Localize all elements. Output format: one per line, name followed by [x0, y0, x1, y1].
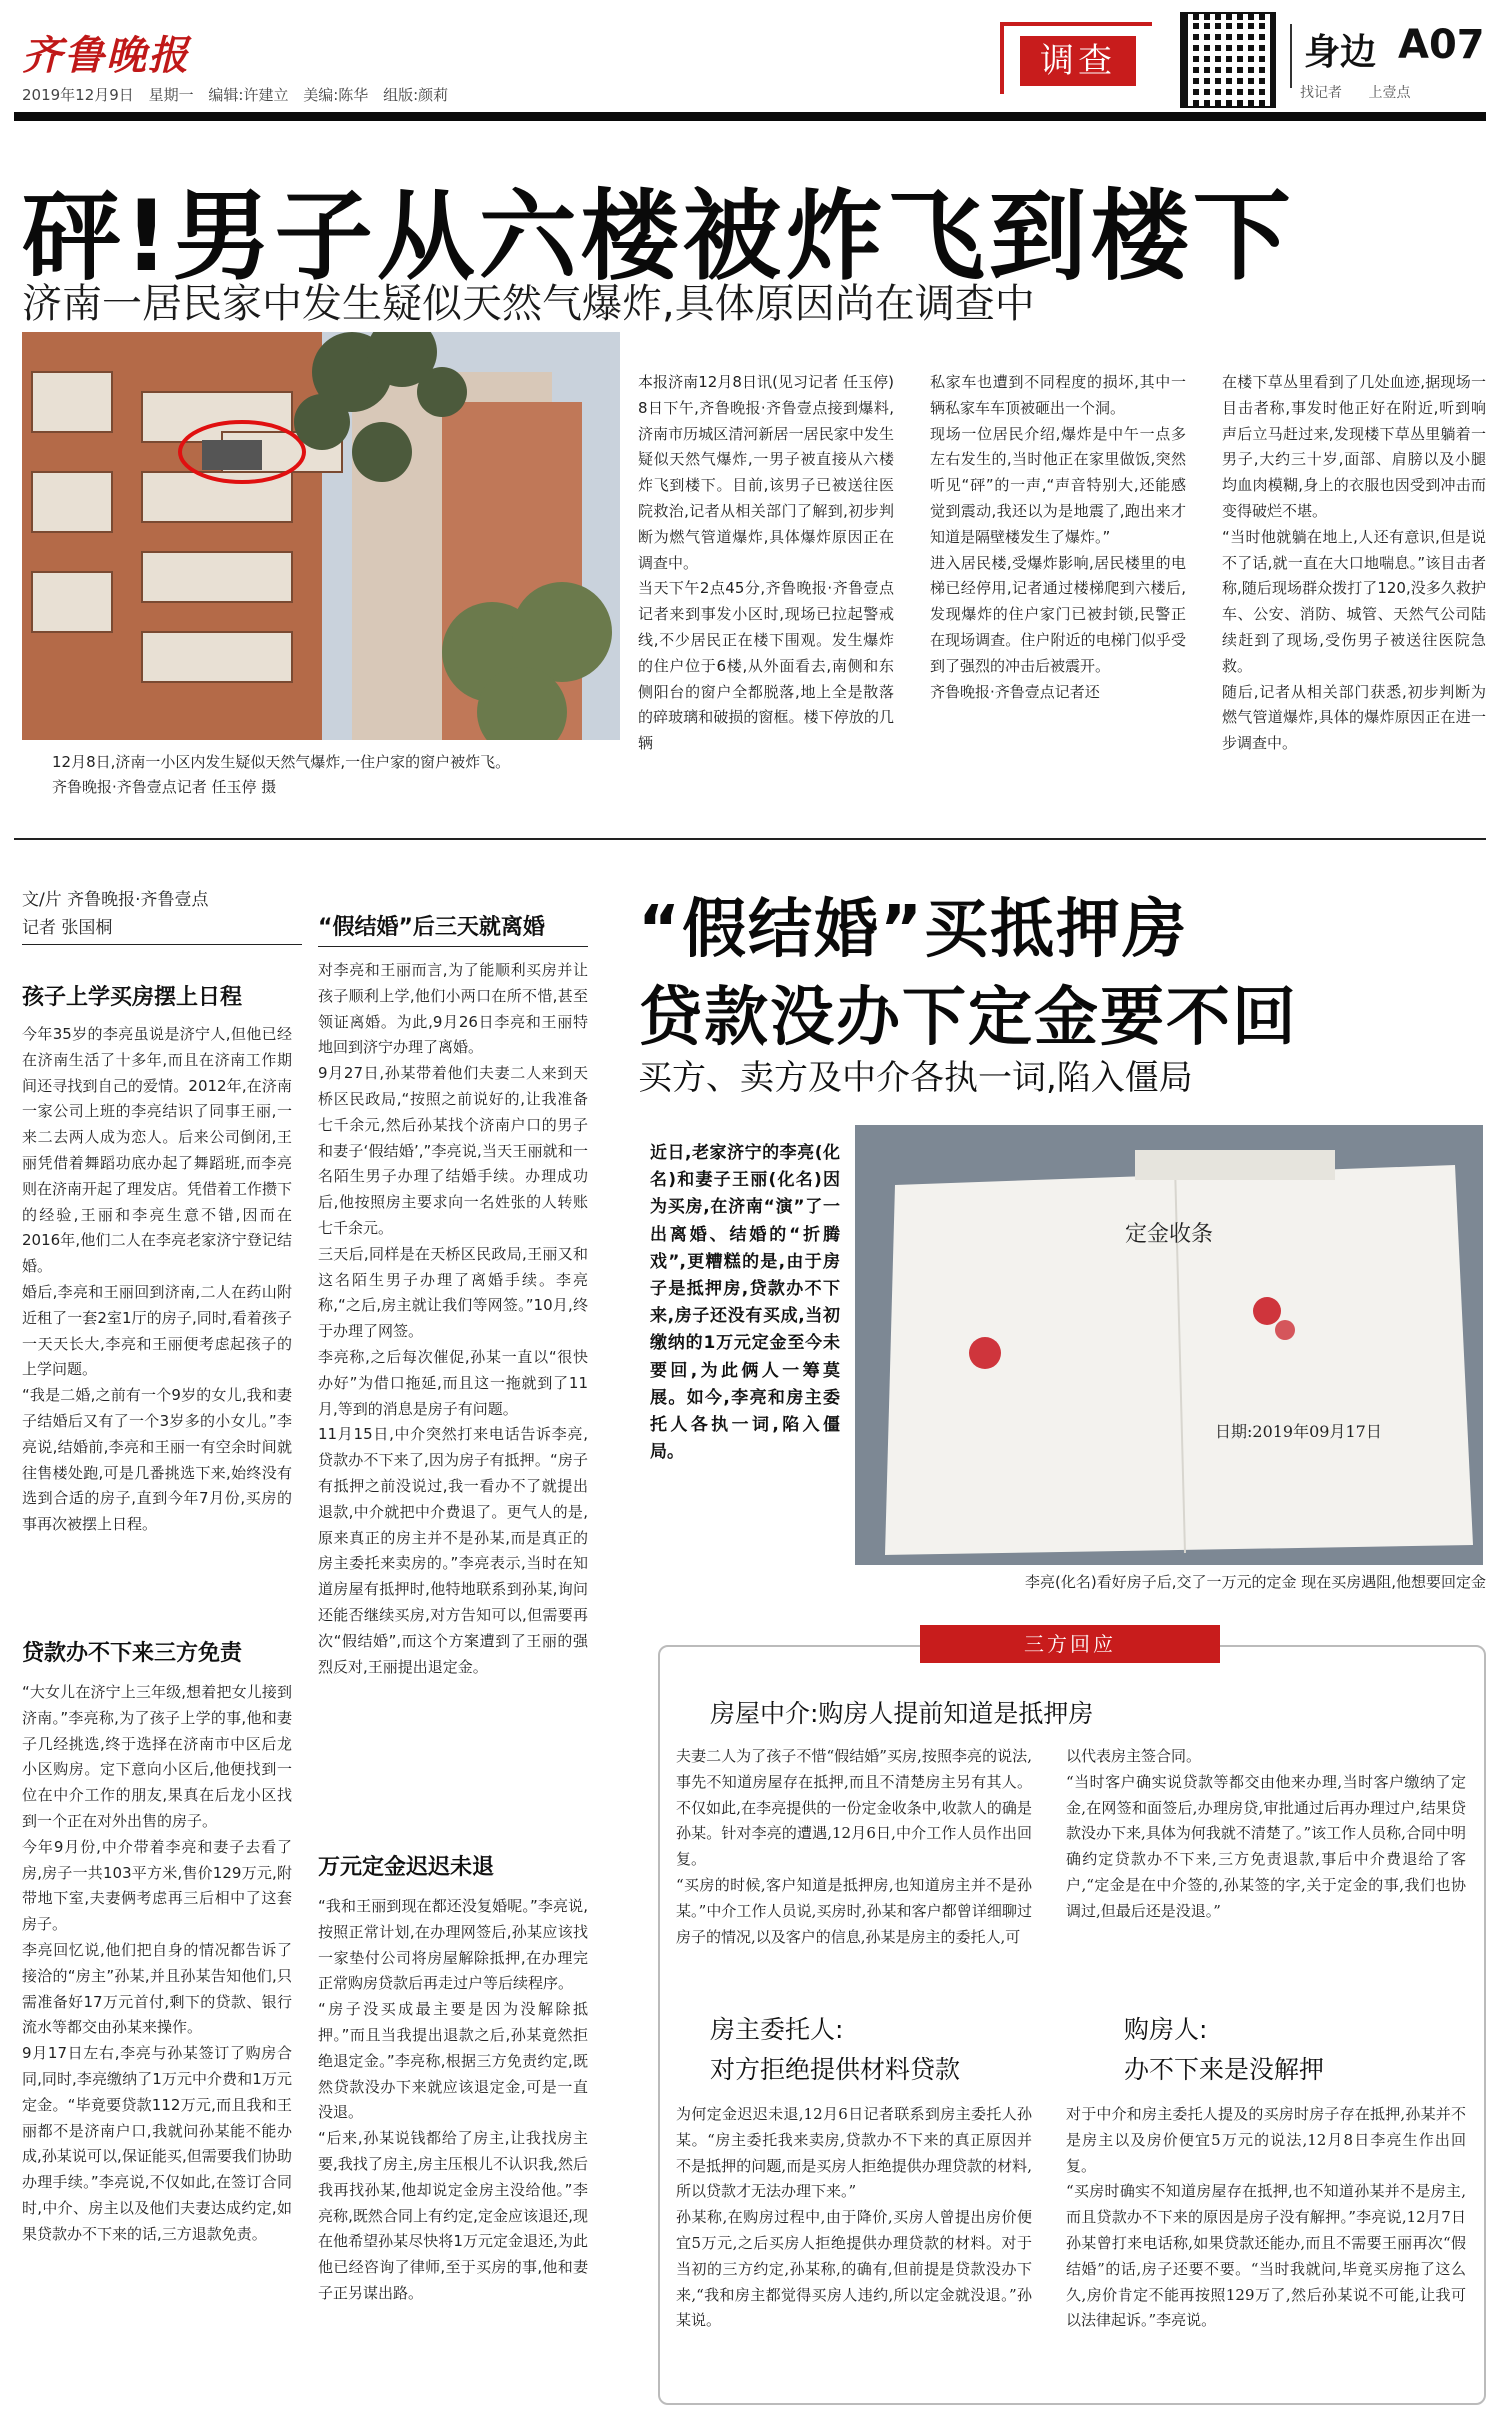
story2-section-2-title: 贷款办不下来三方免责 — [22, 1641, 243, 1666]
agent-column-1: 夫妻二人为了孩子不惜“假结婚”买房,按照李亮的说法,事先不知道房屋存在抵押,而且不清楚房主另有其人。不仅如此,在李亮提供的一份定金收条中,收款人的确是孙某。针对李亮的遭遇,12月6日,中介工作人员作出回复。 “买房的时候,客户知道是抵押房,也知道房主并不是孙某。”中介工作人员说,买房时,孙某和客户都曾详细聊过房子的情况,以及客户的信息,孙某是房主的委托人,可 — [676, 1747, 1032, 1946]
story1-column-1: 本报济南12月8日讯(见习记者 任玉停) 8日下午,齐鲁晚报·齐鲁壹点接到爆料,济南市历城区清河新居一居民家中发生疑似天然气爆炸,一男子被直接从六楼炸飞到楼下。目前,该男子已被送往医院救治,记者从相关部门了解到,初步判断为燃气管道爆炸,具体爆炸原因正在调查中。 当天下午2点45分,齐鲁晚报·齐鲁壹点记者来到事发小区时,现场已拉起警戒线,不少居民正在楼下围观。发生爆炸的住户位于6楼,从外面看去,南侧和东侧阳台的窗户全都脱落,地上全是散落的碎玻璃和破损的窗框。楼下停放的几辆 — [638, 373, 894, 753]
story2-headline-1: “假结婚”买抵押房 — [638, 893, 1189, 967]
story2-photo-caption: 李亮(化名)看好房子后,交了一万元的定金 现在买房遇阻,他想要回定金 — [1024, 1573, 1486, 1591]
section3-rule — [318, 946, 588, 947]
owner-title-line-1: 房主委托人: — [710, 2015, 844, 2044]
header-credits: 找记者 上壹点 — [1300, 85, 1411, 101]
story2-section-2-body: “大女儿在济宁上三年级,想着把女儿接到济南。”李亮称,为了孩子上学的事,他和妻子几经挑选,终于选择在济南市中区后龙小区购房。定下意向小区后,他便找到一位在中介工作的朋友,果真在后龙小区找到一个正在对外出售的房子。 今年9月份,中介带着李亮和妻子去看了房,房子一共103平方米,售价129万元,附带地下室,夫妻俩考虑再三后相中了这套房子。 李亮回忆说,他们把自身的情况都告诉了接洽的“房主”孙某,并且孙某告知他们,只需准备好17万元首付,剩下的贷款、银行流水等都交由孙某来操作。 9月17日左右,李亮与孙某签订了购房合同,同时,李亮缴纳了1万元中介费和1万元定金。“毕竟要贷款112万元,而且我和王丽都不是济南户口,我就问孙某能不能办成,孙某说可以,保证能买,但需要我们协助办理手续。”李亮说,不仅如此,在签订合同时,中介、房主以及他们夫妻达成约定,如果贷款办不下来的话,三方退款免责。 — [22, 1683, 292, 2243]
issue-date: 2019年12月9日 — [22, 86, 134, 104]
byline-line-2: 记者 张国桐 — [22, 918, 113, 939]
story2-byline — [22, 886, 302, 942]
owner-body: 为何定金迟迟未退,12月6日记者联系到房主委托人孙某。“房主委托我来卖房,贷款办不下来的真正原因并不是抵押的问题,而是买房人拒绝提供办理贷款的材料,所以贷款才无法办理下来。” 孙某称,在购房过程中,由于降价,买房人曾提出房价便宜5万元,之后买房人拒绝提供办理贷款的材料。对于当初的三方约定,孙某称,的确有,但前提是贷款没办下来,“我和房主都觉得买房人违约,所以定金就没退。”孙某说。 — [676, 2105, 1032, 2330]
masthead-rule — [14, 112, 1486, 121]
byline-line-1: 文/片 齐鲁晚报·齐鲁壹点 — [22, 890, 209, 910]
buyer-title-line-2: 办不下来是没解押 — [1124, 2055, 1325, 2084]
story2-section-3-body: 对李亮和王丽而言,为了能顺利买房并让孩子顺利上学,他们小两口在所不惜,甚至领证离婚。为此,9月26日李亮和王丽特地回到济宁办理了离婚。 9月27日,孙某带着他们夫妻二人来到天桥区民政局,“按照之前说好的,让我准备七千余元,然后孙某找个济南户口的男子和妻子‘假结婚’,”李亮说,当天王丽就和一名陌生男子办理了结婚手续。办理成功后,他按照房主要求向一名姓张的人转账七千余元。 三天后,同样是在天桥区民政局,王丽又和这名陌生男子办理了离婚手续。李亮称,“之后,房主就让我们等网签。”10月,终于办理了网签。 李亮称,之后每次催促,孙某一直以“很快办好”为借口拖延,而且这一拖就到了11月,等到的消息是房子有问题。 11月15日,中介突然打来电话告诉李亮,贷款办不下来了,因为房子有抵押。“房子有抵押之前没说过,我一看办不了就提出退款,中介就把中介费退了。更气人的是,原来真正的房主并不是孙某,而是真正的房主委托来卖房的。”李亮表示,当时在知道房屋有抵押时,他特地联系到孙某,询问还能否继续买房,对方告知可以,但需要再次“假结婚”,而这个方案遭到了王丽的强烈反对,王丽提出退定金。 — [318, 961, 588, 1676]
story2-section-4-title: 万元定金迟迟未退 — [318, 1855, 495, 1880]
story1-photo-caption — [52, 750, 612, 800]
proof-credit: 组版:颜莉 — [383, 86, 449, 104]
response-label: 三方回应 — [920, 1625, 1220, 1663]
story1-column-2: 私家车也遭到不同程度的损坏,其中一辆私家车车顶被砸出一个洞。 现场一位居民介绍,爆炸是中午一点多左右发生的,当时他正在家里做饭,突然听见“砰”的一声,“声音特别大,还能感觉到震动,我还以为是地震了,跑出来才知道是隔壁楼发生了爆炸。” 进入居民楼,受爆炸影响,居民楼里的电梯已经停用,记者通过楼梯爬到六楼后,发现爆炸的住户家门已被封锁,民警正在现场调查。住户附近的电梯门似乎受到了强烈的冲击后被震开。 齐鲁晚报·齐鲁壹点记者还 — [930, 373, 1186, 701]
story1-headline: 砰!男子从六楼被炸飞到楼下 — [22, 180, 1295, 294]
agent-title: 房屋中介:购房人提前知道是抵押房 — [710, 1699, 1094, 1728]
byline-rule — [22, 944, 302, 945]
page-number: A07 — [1398, 22, 1485, 68]
buyer-title-line-1: 购房人: — [1124, 2015, 1208, 2044]
issue-meta — [22, 84, 448, 105]
issue-weekday: 星期一 — [148, 86, 194, 104]
story2-section-4-body: “我和王丽到现在都还没复婚呢。”李亮说,按照正常计划,在办理网签后,孙某应该找一家垫付公司将房屋解除抵押,在办理完正常购房贷款后再走过户等后续程序。 “房子没买成最主要是因为没解除抵押。”而且当我提出退款之后,孙某竟然拒绝退定金。”李亮称,根据三方免责约定,既然贷款没办下来就应该退定金,可是一直没退。 “后来,孙某说钱都给了房主,让我找房主要,我找了房主,房主压根儿不认识我,然后我再找孙某,他却说定金房主没给他。”李亮称,既然合同上有约定,定金应该退还,现在他希望孙某尽快将1万元定金退还,为此他已经咨询了律师,至于买房的事,他和妻子正另谋出路。 — [318, 1897, 588, 2302]
story2-section-1-title: 孩子上学买房摆上日程 — [22, 985, 243, 1010]
editor-credit: 编辑:许建立 — [208, 86, 289, 104]
explosion-photo — [22, 332, 620, 740]
story2-section-1-body: 今年35岁的李亮虽说是济宁人,但他已经在济南生活了十多年,而且在济南工作期间还寻找到自己的爱情。2012年,在济南一家公司上班的李亮结识了同事王丽,一来二去两人成为恋人。后来公司倒闭,王丽凭借着舞蹈功底办起了舞蹈班,而李亮则在济南开起了理发店。凭借着工作攒下的经验,王丽和李亮生意不错,因而在2016年,他们二人在李亮老家济宁登记结婚。 婚后,李亮和王丽回到济南,二人在药山附近租了一套2室1厅的房子,同时,看着孩子一天天长大,李亮和王丽便考虑起孩子的上学问题。 “我是二婚,之前有一个9岁的女儿,我和妻子结婚后又有了一个3岁多的小女儿。”李亮说,结婚前,李亮和王丽一有空余时间就往售楼处跑,可是几番挑选下来,始终没有选到合适的房子,直到今年7月份,买房的事再次被摆上日程。 — [22, 1025, 292, 1534]
receipt-date: 日期:2019年09月17日 — [1215, 1422, 1382, 1441]
buyer-body: 对于中介和房主委托人提及的买房时房子存在抵押,孙某并不是房主以及房价便宜5万元的说法,12月8日李亮生作出回复。 “买房时确实不知道房屋存在抵押,也不知道孙某并不是房主,而且贷款办不下来的原因是房子没有解押。”李亮说,12月7日孙某曾打来电话称,如果贷款还能办,而且不需要王丽再次“假结婚”的话,房子还要不要。“当时我就问,毕竟买房拖了这么久,房价肯定不能再按照129万了,然后孙某说不可能,让我可以法律起诉。”李亮说。 — [1066, 2105, 1466, 2330]
header-divider — [1290, 24, 1292, 88]
caption-line-1: 12月8日,济南一小区内发生疑似天然气爆炸,一住户家的窗户被炸飞。 — [52, 753, 511, 771]
story2-subhead: 买方、卖方及中介各执一词,陷入僵局 — [638, 1058, 1193, 1098]
story1-subhead: 济南一居民家中发生疑似天然气爆炸,具体原因尚在调查中 — [22, 281, 1035, 327]
story2-section-3-title: “假结婚”后三天就离婚 — [318, 915, 545, 940]
qr-code-icon — [1180, 12, 1276, 108]
building-illustration — [22, 332, 620, 740]
story2-lead: 近日,老家济宁的李亮(化名)和妻子王丽(化名)因为买房,在济南“演”了一出离婚、结婚的“折腾戏”,更糟糕的是,由于房子是抵押房,贷款办不下来,房子还没有买成,当初缴纳的1万元定金至今未要回,为此俩人一筹莫展。如今,李亮和房主委托人各执一词,陷入僵局。 — [650, 1143, 840, 1463]
story2-headline-2: 贷款没办下定金要不回 — [638, 981, 1298, 1055]
caption-line-2: 齐鲁晚报·齐鲁壹点记者 任玉停 摄 — [52, 777, 277, 796]
receipt-title: 定金收条 — [1125, 1222, 1214, 1247]
agent-column-2: 以代表房主签合同。 “当时客户确实说贷款等都交由他来办理,当时客户缴纳了定金,在网签和面签后,办理房贷,审批通过后再办理过户,结果贷款没办下来,具体为何我就不清楚了。”该工作人员称,合同中明确约定贷款办不下来,三方免责退款,事后中介费退给了客户,“定金是在中介签的,孙某签的字,关于定金的事,我们也协调过,但最后还是没退。” — [1066, 1747, 1466, 1920]
owner-title-line-2: 对方拒绝提供材料贷款 — [710, 2055, 961, 2084]
receipt-illustration — [855, 1125, 1483, 1565]
story-divider — [14, 838, 1486, 840]
designer-credit: 美编:陈华 — [303, 86, 369, 104]
section-tag: 调查 — [1020, 36, 1136, 86]
story1-column-3: 在楼下草丛里看到了几处血迹,据现场一目击者称,事发时他正好在附近,听到响声后立马赶过来,发现楼下草丛里躺着一男子,大约三十岁,面部、肩膀以及小腿均血肉模糊,身上的衣服也因受到冲击而变得破烂不堪。 “当时他就躺在地上,人还有意识,但是说不了话,就一直在大口地喘息。”该目击者称,随后现场群众拨打了120,没多久救护车、公安、消防、城管、天然气公司陆续赶到了现场,受伤男子被送往医院急救。 随后,记者从相关部门获悉,初步判断为燃气管道爆炸,具体的爆炸原因正在进一步调查中。 — [1222, 373, 1486, 753]
receipt-photo — [855, 1125, 1483, 1565]
buyer-title — [1124, 2010, 1324, 2090]
owner-title — [710, 2010, 960, 2090]
section-name: 身边 — [1304, 32, 1377, 73]
newspaper-logo: 齐鲁晚报 — [22, 32, 190, 79]
